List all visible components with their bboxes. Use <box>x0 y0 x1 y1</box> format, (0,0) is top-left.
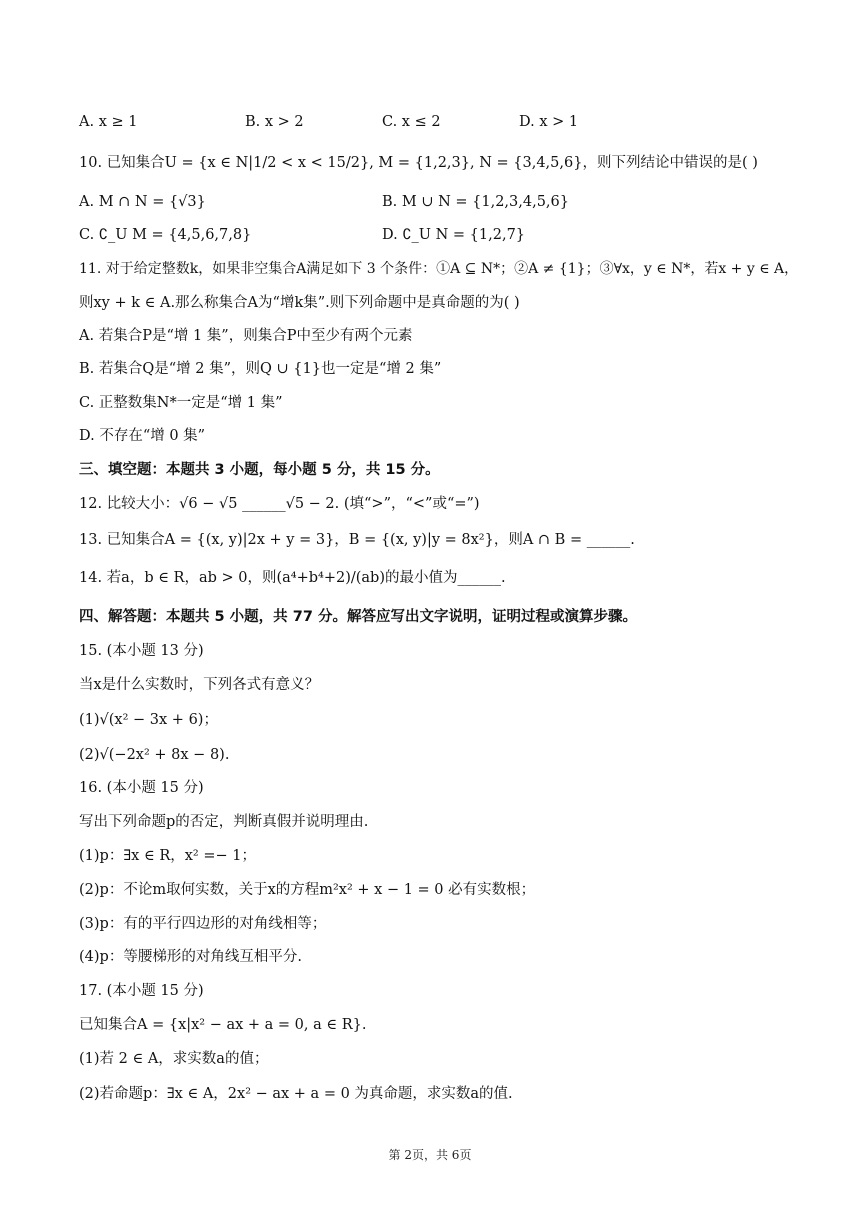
q16-part-2: (2)p：不论m取何实数，关于x的方程m²x² + x − 1 = 0 必有实数根； <box>79 882 536 898</box>
q9-option-b: B. x > 2 <box>245 114 304 130</box>
q16-part-4: (4)p：等腰梯形的对角线互相平分. <box>79 949 302 965</box>
q10-option-b: B. M ∪ N = {1,2,3,4,5,6} <box>382 194 569 210</box>
q17-part-1: (1)若 2 ∈ A，求实数a的值； <box>79 1051 269 1067</box>
q10-option-d: D. ∁_U N = {1,2,7} <box>382 227 526 243</box>
page-footer: 第 2页，共 6页 <box>388 1148 472 1162</box>
q11-option-c: C. 正整数集N*一定是“增 1 集” <box>79 395 283 411</box>
q15-part-1: (1)√(x² − 3x + 6)； <box>79 712 218 728</box>
q17-stem: 已知集合A = {x|x² − ax + a = 0, a ∈ R}. <box>79 1017 367 1033</box>
q11-option-a: A. 若集合P是“增 1 集”，则集合P中至少有两个元素 <box>79 328 413 344</box>
q10-option-a: A. M ∩ N = {√3} <box>79 194 206 210</box>
q16-part-3: (3)p：有的平行四边形的对角线相等； <box>79 916 327 932</box>
q16-header: 16. (本小题 15 分) <box>79 780 204 796</box>
q16-stem: 写出下列命题p的否定，判断真假并说明理由. <box>79 814 369 830</box>
q12: 12. 比较大小：√6 − √5 ______√5 − 2. (填“>”，“<”或“=”) <box>79 496 480 512</box>
q17-header: 17. (本小题 15 分) <box>79 983 204 999</box>
section-3-heading: 三、填空题：本题共 3 小题，每小题 5 分，共 15 分。 <box>79 462 440 478</box>
q11-option-d: D. 不存在“增 0 集” <box>79 428 206 444</box>
q16-part-1: (1)p：∃x ∈ R，x² =− 1； <box>79 848 256 864</box>
q9-option-d: D. x > 1 <box>519 114 579 130</box>
q15-header: 15. (本小题 13 分) <box>79 643 204 659</box>
q15-part-2: (2)√(−2x² + 8x − 8). <box>79 747 230 763</box>
section-4-heading: 四、解答题：本题共 5 小题，共 77 分。解答应写出文字说明，证明过程或演算步骤。 <box>79 609 637 625</box>
q10-stem: 10. 已知集合U = {x ∈ N|1/2 < x < 15/2}, M = {1,2,3}, N = {3,4,5,6}，则下列结论中错误的是( ) <box>79 155 758 171</box>
q11-stem-line1: 11. 对于给定整数k，如果非空集合A满足如下 3 个条件：①A ⊆ N*；②A ≠ {1}；③∀x，y ∈ N*，若x + y ∈ A， <box>79 261 799 277</box>
q9-option-a: A. x ≥ 1 <box>79 114 138 130</box>
q17-part-2: (2)若命题p：∃x ∈ A，2x² − ax + a = 0 为真命题，求实数a的值. <box>79 1086 513 1102</box>
q11-stem-line2: 则xy + k ∈ A.那么称集合A为“增k集”.则下列命题中是真命题的为( ) <box>79 295 520 311</box>
q15-stem: 当x是什么实数时，下列各式有意义？ <box>79 677 320 693</box>
q11-option-b: B. 若集合Q是“增 2 集”，则Q ∪ {1}也一定是“增 2 集” <box>79 361 442 377</box>
q10-option-c: C. ∁_U M = {4,5,6,7,8} <box>79 227 252 243</box>
q13: 13. 已知集合A = {(x, y)|2x + y = 3}，B = {(x, y)|y = 8x²}，则A ∩ B = ______. <box>79 532 635 548</box>
q9-option-c: C. x ≤ 2 <box>382 114 441 130</box>
q14: 14. 若a，b ∈ R，ab > 0，则(a⁴+b⁴+2)/(ab)的最小值为______. <box>79 570 506 586</box>
